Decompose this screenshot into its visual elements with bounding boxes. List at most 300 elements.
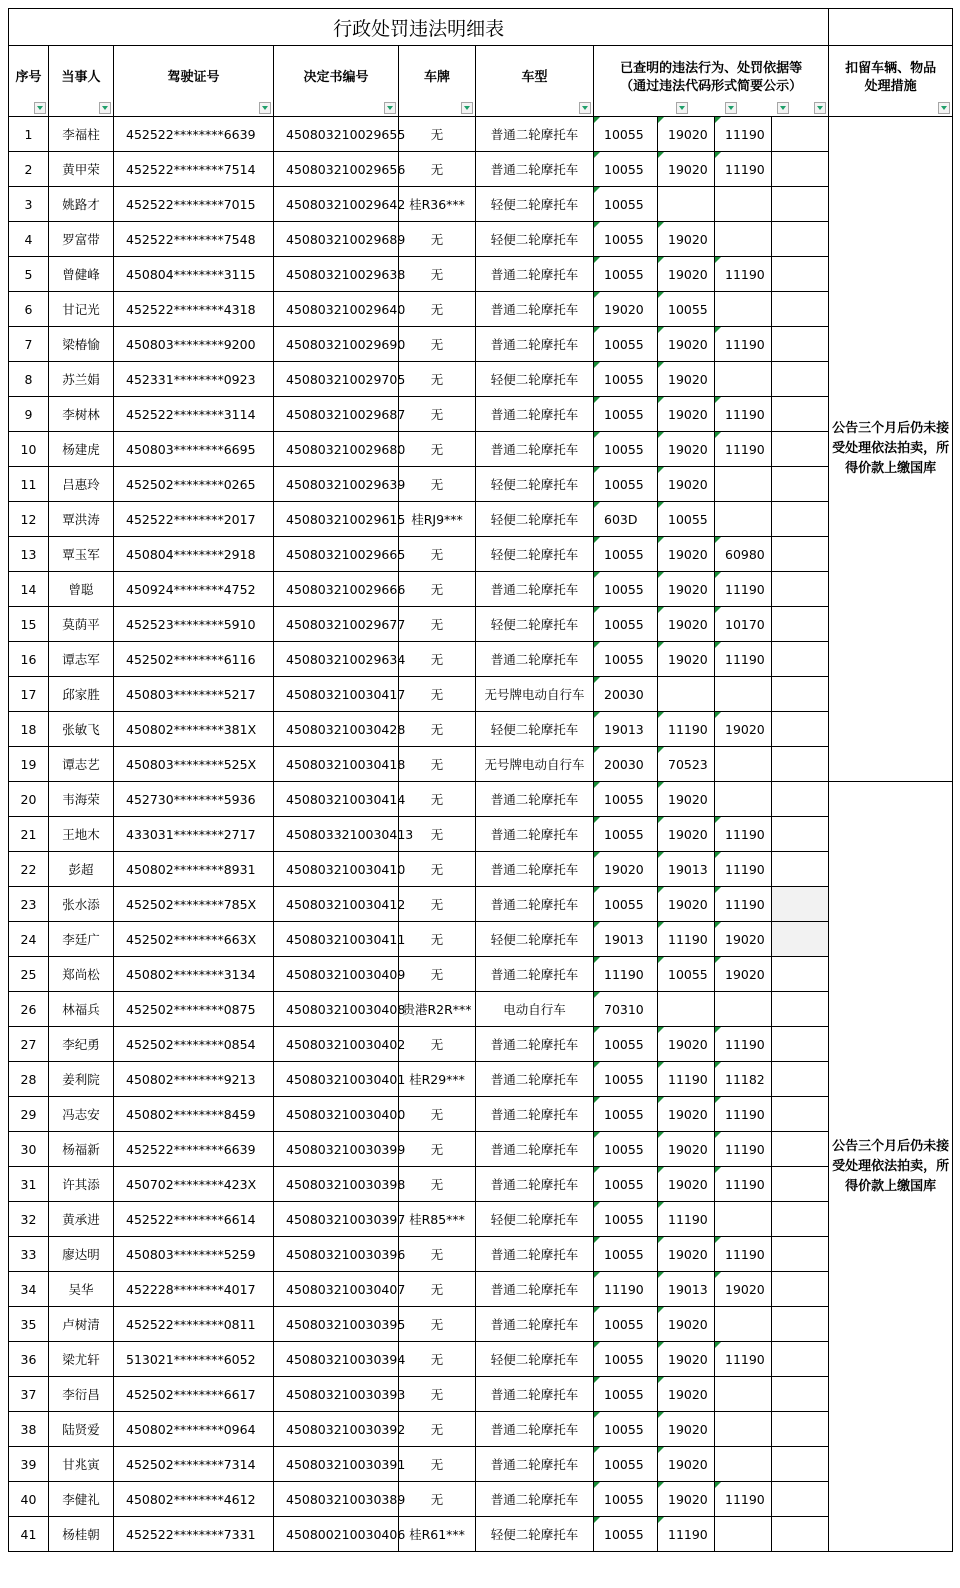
filter-dropdown-icon[interactable] (259, 102, 271, 114)
row-violation-code (772, 677, 829, 712)
row-plate: 无 (399, 1342, 476, 1377)
row-violation-code (715, 677, 772, 712)
row-violation-code: 19020 (658, 607, 715, 642)
row-violation-code: 10055 (594, 1482, 658, 1517)
row-party-name: 甘兆寅 (49, 1447, 114, 1482)
row-violation-code (715, 992, 772, 1027)
row-violation-code: 11190 (715, 1482, 772, 1517)
row-party-name: 张水添 (49, 887, 114, 922)
cell-marker-icon (658, 572, 664, 578)
row-violation-code (772, 1447, 829, 1482)
row-vehicle-type: 普通二轮摩托车 (476, 1167, 594, 1202)
cell-marker-icon (658, 957, 664, 963)
table-row (9, 887, 953, 922)
row-violation-code: 10055 (594, 257, 658, 292)
row-decision-no: 450803210030411 (274, 922, 399, 957)
cell-marker-icon (715, 642, 721, 648)
table-row (9, 117, 953, 152)
table-row (9, 362, 953, 397)
row-seq: 24 (9, 922, 49, 957)
row-license: 450804********3115 (114, 257, 274, 292)
row-plate: 无 (399, 1237, 476, 1272)
row-decision-no: 450803210029705 (274, 362, 399, 397)
row-violation-code: 10170 (715, 607, 772, 642)
row-vehicle-type: 电动自行车 (476, 992, 594, 1027)
row-violation-code: 10055 (594, 397, 658, 432)
row-plate: 无 (399, 432, 476, 467)
row-seq: 14 (9, 572, 49, 607)
row-license: 452502********6116 (114, 642, 274, 677)
row-seq: 21 (9, 817, 49, 852)
row-violation-code: 11190 (715, 1237, 772, 1272)
row-seq: 20 (9, 782, 49, 817)
row-plate: 无 (399, 292, 476, 327)
row-seq: 36 (9, 1342, 49, 1377)
row-plate: 无 (399, 607, 476, 642)
table-row (9, 292, 953, 327)
row-violation-code (772, 187, 829, 222)
row-decision-no: 450803210030397 (274, 1202, 399, 1237)
row-violation-code: 10055 (594, 1412, 658, 1447)
cell-marker-icon (658, 432, 664, 438)
row-violation-code: 10055 (594, 1307, 658, 1342)
row-seq: 37 (9, 1377, 49, 1412)
row-violation-code: 19020 (715, 712, 772, 747)
cell-marker-icon (715, 572, 721, 578)
row-decision-no: 450803210030407 (274, 1272, 399, 1307)
row-license: 452502********0265 (114, 467, 274, 502)
cell-marker-icon (715, 1342, 721, 1348)
row-plate: 无 (399, 677, 476, 712)
row-violation-code: 11190 (715, 1097, 772, 1132)
row-vehicle-type: 普通二轮摩托车 (476, 1482, 594, 1517)
row-violation-code (772, 1482, 829, 1517)
row-license: 452523********5910 (114, 607, 274, 642)
cell-marker-icon (594, 1517, 600, 1523)
row-violation-code: 11190 (715, 1167, 772, 1202)
cell-marker-icon (594, 607, 600, 613)
row-vehicle-type: 普通二轮摩托车 (476, 852, 594, 887)
row-vehicle-type: 普通二轮摩托车 (476, 327, 594, 362)
filter-dropdown-icon[interactable] (461, 102, 473, 114)
row-vehicle-type: 普通二轮摩托车 (476, 642, 594, 677)
row-seq: 41 (9, 1517, 49, 1552)
cell-marker-icon (715, 817, 721, 823)
row-party-name: 吴华 (49, 1272, 114, 1307)
row-vehicle-type: 轻便二轮摩托车 (476, 467, 594, 502)
row-decision-no: 450803210030395 (274, 1307, 399, 1342)
row-vehicle-type: 轻便二轮摩托车 (476, 712, 594, 747)
row-decision-no: 450803210029639 (274, 467, 399, 502)
row-violation-code (772, 327, 829, 362)
row-party-name: 罗富带 (49, 222, 114, 257)
row-vehicle-type: 普通二轮摩托车 (476, 257, 594, 292)
row-plate: 无 (399, 1447, 476, 1482)
row-party-name: 覃玉军 (49, 537, 114, 572)
row-license: 452502********0875 (114, 992, 274, 1027)
row-license: 450702********423X (114, 1167, 274, 1202)
table-row (9, 922, 953, 957)
cell-marker-icon (658, 537, 664, 543)
row-violation-code (715, 1412, 772, 1447)
cell-marker-icon (658, 1412, 664, 1418)
row-violation-code: 10055 (594, 327, 658, 362)
cell-marker-icon (715, 1482, 721, 1488)
table-row (9, 1027, 953, 1062)
row-violation-code: 10055 (594, 572, 658, 607)
row-plate: 无 (399, 467, 476, 502)
row-vehicle-type: 轻便二轮摩托车 (476, 1342, 594, 1377)
row-violation-code (772, 362, 829, 397)
row-violation-code: 10055 (594, 1202, 658, 1237)
row-party-name: 苏兰娟 (49, 362, 114, 397)
filter-dropdown-icon[interactable] (814, 102, 826, 114)
row-violation-code: 19020 (658, 817, 715, 852)
table-row (9, 747, 953, 782)
row-party-name: 姚路才 (49, 187, 114, 222)
row-seq: 39 (9, 1447, 49, 1482)
row-party-name: 张敏飞 (49, 712, 114, 747)
row-party-name: 卢树清 (49, 1307, 114, 1342)
row-violation-code (715, 1307, 772, 1342)
row-plate: 贵港R2R*** (399, 992, 476, 1027)
row-vehicle-type: 轻便二轮摩托车 (476, 362, 594, 397)
row-vehicle-type: 普通二轮摩托车 (476, 1062, 594, 1097)
row-plate: 无 (399, 817, 476, 852)
cell-marker-icon (658, 782, 664, 788)
cell-marker-icon (594, 1132, 600, 1138)
cell-marker-icon (594, 222, 600, 228)
row-vehicle-type: 轻便二轮摩托车 (476, 922, 594, 957)
table-row (9, 537, 953, 572)
row-plate: 无 (399, 537, 476, 572)
row-seq: 6 (9, 292, 49, 327)
row-plate: 无 (399, 1412, 476, 1447)
row-violation-code: 10055 (594, 537, 658, 572)
row-party-name: 姜利院 (49, 1062, 114, 1097)
cell-marker-icon (715, 1237, 721, 1243)
cell-marker-icon (594, 1377, 600, 1383)
row-violation-code: 10055 (594, 467, 658, 502)
row-violation-code (772, 817, 829, 852)
table-row (9, 1237, 953, 1272)
row-violation-code: 10055 (594, 1167, 658, 1202)
cell-marker-icon (715, 152, 721, 158)
header-measure: 扣留车辆、物品 处理措施 (829, 46, 953, 117)
row-decision-no: 450803210030392 (274, 1412, 399, 1447)
row-violation-code: 10055 (594, 362, 658, 397)
row-violation-code: 11190 (715, 642, 772, 677)
table-row (9, 782, 953, 817)
row-violation-code: 10055 (594, 1097, 658, 1132)
cell-marker-icon (715, 607, 721, 613)
cell-marker-icon (594, 257, 600, 263)
row-vehicle-type: 轻便二轮摩托车 (476, 187, 594, 222)
row-party-name: 杨桂朝 (49, 1517, 114, 1552)
cell-marker-icon (594, 642, 600, 648)
row-violation-code: 19020 (715, 922, 772, 957)
cell-marker-icon (658, 362, 664, 368)
row-vehicle-type: 普通二轮摩托车 (476, 152, 594, 187)
row-plate: 无 (399, 1307, 476, 1342)
row-violation-code: 10055 (594, 1027, 658, 1062)
row-decision-no: 450803210029615 (274, 502, 399, 537)
table-row (9, 502, 953, 537)
row-decision-no: 450803210029634 (274, 642, 399, 677)
row-violation-code (715, 362, 772, 397)
cell-marker-icon (594, 1167, 600, 1173)
row-plate: 无 (399, 222, 476, 257)
row-violation-code (715, 467, 772, 502)
filter-dropdown-icon[interactable] (725, 102, 737, 114)
row-violation-code: 11190 (658, 1517, 715, 1552)
row-license: 450803********525X (114, 747, 274, 782)
row-vehicle-type: 普通二轮摩托车 (476, 817, 594, 852)
row-plate: 无 (399, 1097, 476, 1132)
row-plate: 无 (399, 362, 476, 397)
cell-marker-icon (658, 117, 664, 123)
row-violation-code: 11190 (594, 957, 658, 992)
cell-marker-icon (594, 187, 600, 193)
row-vehicle-type: 普通二轮摩托车 (476, 1272, 594, 1307)
row-vehicle-type: 无号牌电动自行车 (476, 677, 594, 712)
table-title: 行政处罚违法明细表 (9, 9, 829, 46)
row-seq: 2 (9, 152, 49, 187)
row-violation-code: 19020 (658, 1132, 715, 1167)
row-violation-code: 10055 (594, 117, 658, 152)
row-license: 450803********5217 (114, 677, 274, 712)
row-violation-code (772, 1307, 829, 1342)
cell-marker-icon (594, 677, 600, 683)
row-violation-code: 11190 (715, 817, 772, 852)
row-seq: 16 (9, 642, 49, 677)
row-party-name: 黄承进 (49, 1202, 114, 1237)
row-seq: 34 (9, 1272, 49, 1307)
row-decision-no: 450803210030418 (274, 747, 399, 782)
row-violation-code (772, 292, 829, 327)
cell-marker-icon (658, 1377, 664, 1383)
table-row (9, 607, 953, 642)
row-plate: 无 (399, 572, 476, 607)
row-seq: 10 (9, 432, 49, 467)
row-violation-code: 10055 (658, 957, 715, 992)
cell-marker-icon (658, 327, 664, 333)
row-violation-code: 19020 (658, 1377, 715, 1412)
row-violation-code: 19020 (658, 642, 715, 677)
row-violation-code (772, 1272, 829, 1307)
row-violation-code: 10055 (658, 502, 715, 537)
cell-marker-icon (658, 152, 664, 158)
cell-marker-icon (594, 957, 600, 963)
row-seq: 25 (9, 957, 49, 992)
row-violation-code: 70310 (594, 992, 658, 1027)
row-license: 433031********2717 (114, 817, 274, 852)
table-row (9, 152, 953, 187)
row-violation-code (772, 1412, 829, 1447)
cell-marker-icon (594, 852, 600, 858)
cell-marker-icon (658, 1097, 664, 1103)
row-decision-no: 450803210029690 (274, 327, 399, 362)
row-seq: 13 (9, 537, 49, 572)
row-license: 452522********7331 (114, 1517, 274, 1552)
cell-marker-icon (594, 327, 600, 333)
row-decision-no: 450803210030401 (274, 1062, 399, 1097)
row-decision-no: 450803210029677 (274, 607, 399, 642)
row-party-name: 覃洪涛 (49, 502, 114, 537)
row-violation-code (772, 1132, 829, 1167)
row-seq: 19 (9, 747, 49, 782)
row-vehicle-type: 轻便二轮摩托车 (476, 1202, 594, 1237)
row-decision-no: 450803210029642 (274, 187, 399, 222)
header-vehicle-type: 车型 (476, 46, 594, 117)
cell-marker-icon (594, 502, 600, 508)
row-license: 450803********5259 (114, 1237, 274, 1272)
cell-marker-icon (594, 1097, 600, 1103)
cell-marker-icon (715, 1027, 721, 1033)
row-vehicle-type: 普通二轮摩托车 (476, 1307, 594, 1342)
row-violation-code: 19020 (658, 117, 715, 152)
table-row (9, 957, 953, 992)
cell-marker-icon (658, 1447, 664, 1453)
cell-marker-icon (658, 1307, 664, 1313)
cell-marker-icon (658, 852, 664, 858)
header-license: 驾驶证号 (114, 46, 274, 117)
row-party-name: 韦海荣 (49, 782, 114, 817)
row-license: 450802********4612 (114, 1482, 274, 1517)
row-seq: 27 (9, 1027, 49, 1062)
filter-dropdown-icon[interactable] (99, 102, 111, 114)
cell-marker-icon (594, 1202, 600, 1208)
row-party-name: 谭志艺 (49, 747, 114, 782)
filter-dropdown-icon[interactable] (384, 102, 396, 114)
cell-marker-icon (658, 1132, 664, 1138)
row-violation-code: 19020 (658, 1237, 715, 1272)
table-row (9, 1272, 953, 1307)
filter-dropdown-icon[interactable] (777, 102, 789, 114)
row-license: 452522********7015 (114, 187, 274, 222)
row-vehicle-type: 普通二轮摩托车 (476, 957, 594, 992)
row-violation-code: 10055 (594, 817, 658, 852)
row-violation-code: 11190 (715, 397, 772, 432)
row-violation-code: 70523 (658, 747, 715, 782)
row-decision-no: 450803210029656 (274, 152, 399, 187)
row-violation-code (772, 257, 829, 292)
row-violation-code (658, 187, 715, 222)
row-decision-no: 450803210029655 (274, 117, 399, 152)
row-seq: 33 (9, 1237, 49, 1272)
row-violation-code (772, 502, 829, 537)
table-row (9, 1412, 953, 1447)
row-violation-code: 19020 (658, 432, 715, 467)
row-decision-no: 450803210030402 (274, 1027, 399, 1062)
header-decision: 决定书编号 (274, 46, 399, 117)
row-violation-code: 11190 (715, 432, 772, 467)
row-measure-text: 公告三个月后仍未接受处理依法拍卖，所得价款上缴国库 (829, 117, 953, 782)
row-violation-code (715, 1202, 772, 1237)
table-row (9, 257, 953, 292)
row-party-name: 陆贤爱 (49, 1412, 114, 1447)
table-row (9, 992, 953, 1027)
row-party-name: 许其添 (49, 1167, 114, 1202)
row-party-name: 邱家胜 (49, 677, 114, 712)
row-violation-code: 11190 (715, 887, 772, 922)
row-violation-code (715, 1447, 772, 1482)
penalty-detail-table (8, 8, 953, 1552)
row-violation-code (772, 922, 829, 957)
row-violation-code: 11190 (715, 852, 772, 887)
cell-marker-icon (658, 292, 664, 298)
row-decision-no: 450803210030391 (274, 1447, 399, 1482)
row-vehicle-type: 轻便二轮摩托车 (476, 607, 594, 642)
row-violation-code: 10055 (594, 187, 658, 222)
filter-dropdown-icon[interactable] (34, 102, 46, 114)
cell-marker-icon (594, 782, 600, 788)
row-seq: 32 (9, 1202, 49, 1237)
cell-marker-icon (658, 1027, 664, 1033)
row-license: 450803********6695 (114, 432, 274, 467)
row-violation-code (715, 782, 772, 817)
row-seq: 8 (9, 362, 49, 397)
row-violation-code: 19020 (658, 782, 715, 817)
row-party-name: 李树林 (49, 397, 114, 432)
row-violation-code: 19020 (658, 222, 715, 257)
row-violation-code (772, 117, 829, 152)
row-violation-code: 11190 (715, 572, 772, 607)
cell-marker-icon (594, 922, 600, 928)
filter-dropdown-icon[interactable] (579, 102, 591, 114)
row-vehicle-type: 轻便二轮摩托车 (476, 1517, 594, 1552)
row-violation-code (772, 1237, 829, 1272)
filter-dropdown-icon[interactable] (676, 102, 688, 114)
row-seq: 11 (9, 467, 49, 502)
row-party-name: 吕惠玲 (49, 467, 114, 502)
row-violation-code: 19020 (658, 1412, 715, 1447)
cell-marker-icon (658, 1167, 664, 1173)
row-party-name: 郑尚松 (49, 957, 114, 992)
row-decision-no: 4508033210030413 (274, 817, 399, 852)
row-violation-code (772, 1027, 829, 1062)
row-violation-code (772, 537, 829, 572)
table-row (9, 1447, 953, 1482)
row-decision-no: 450803210030410 (274, 852, 399, 887)
row-vehicle-type: 轻便二轮摩托车 (476, 222, 594, 257)
row-violation-code: 11182 (715, 1062, 772, 1097)
row-violation-code: 19020 (658, 152, 715, 187)
row-seq: 31 (9, 1167, 49, 1202)
cell-marker-icon (658, 1062, 664, 1068)
table-row (9, 1062, 953, 1097)
row-license: 452522********3114 (114, 397, 274, 432)
row-party-name: 曾聪 (49, 572, 114, 607)
cell-marker-icon (594, 1307, 600, 1313)
cell-marker-icon (658, 887, 664, 893)
row-violation-code: 19020 (594, 852, 658, 887)
filter-dropdown-icon[interactable] (938, 102, 950, 114)
cell-marker-icon (594, 1272, 600, 1278)
row-decision-no: 450803210030409 (274, 957, 399, 992)
row-party-name: 黄甲荣 (49, 152, 114, 187)
row-license: 452522********7548 (114, 222, 274, 257)
table-row (9, 1132, 953, 1167)
row-decision-no: 450803210030399 (274, 1132, 399, 1167)
row-violation-code: 19020 (658, 257, 715, 292)
row-violation-code (772, 432, 829, 467)
header-seq: 序号 (9, 46, 49, 117)
cell-marker-icon (594, 817, 600, 823)
cell-marker-icon (715, 397, 721, 403)
table-row (9, 327, 953, 362)
row-vehicle-type: 普通二轮摩托车 (476, 887, 594, 922)
